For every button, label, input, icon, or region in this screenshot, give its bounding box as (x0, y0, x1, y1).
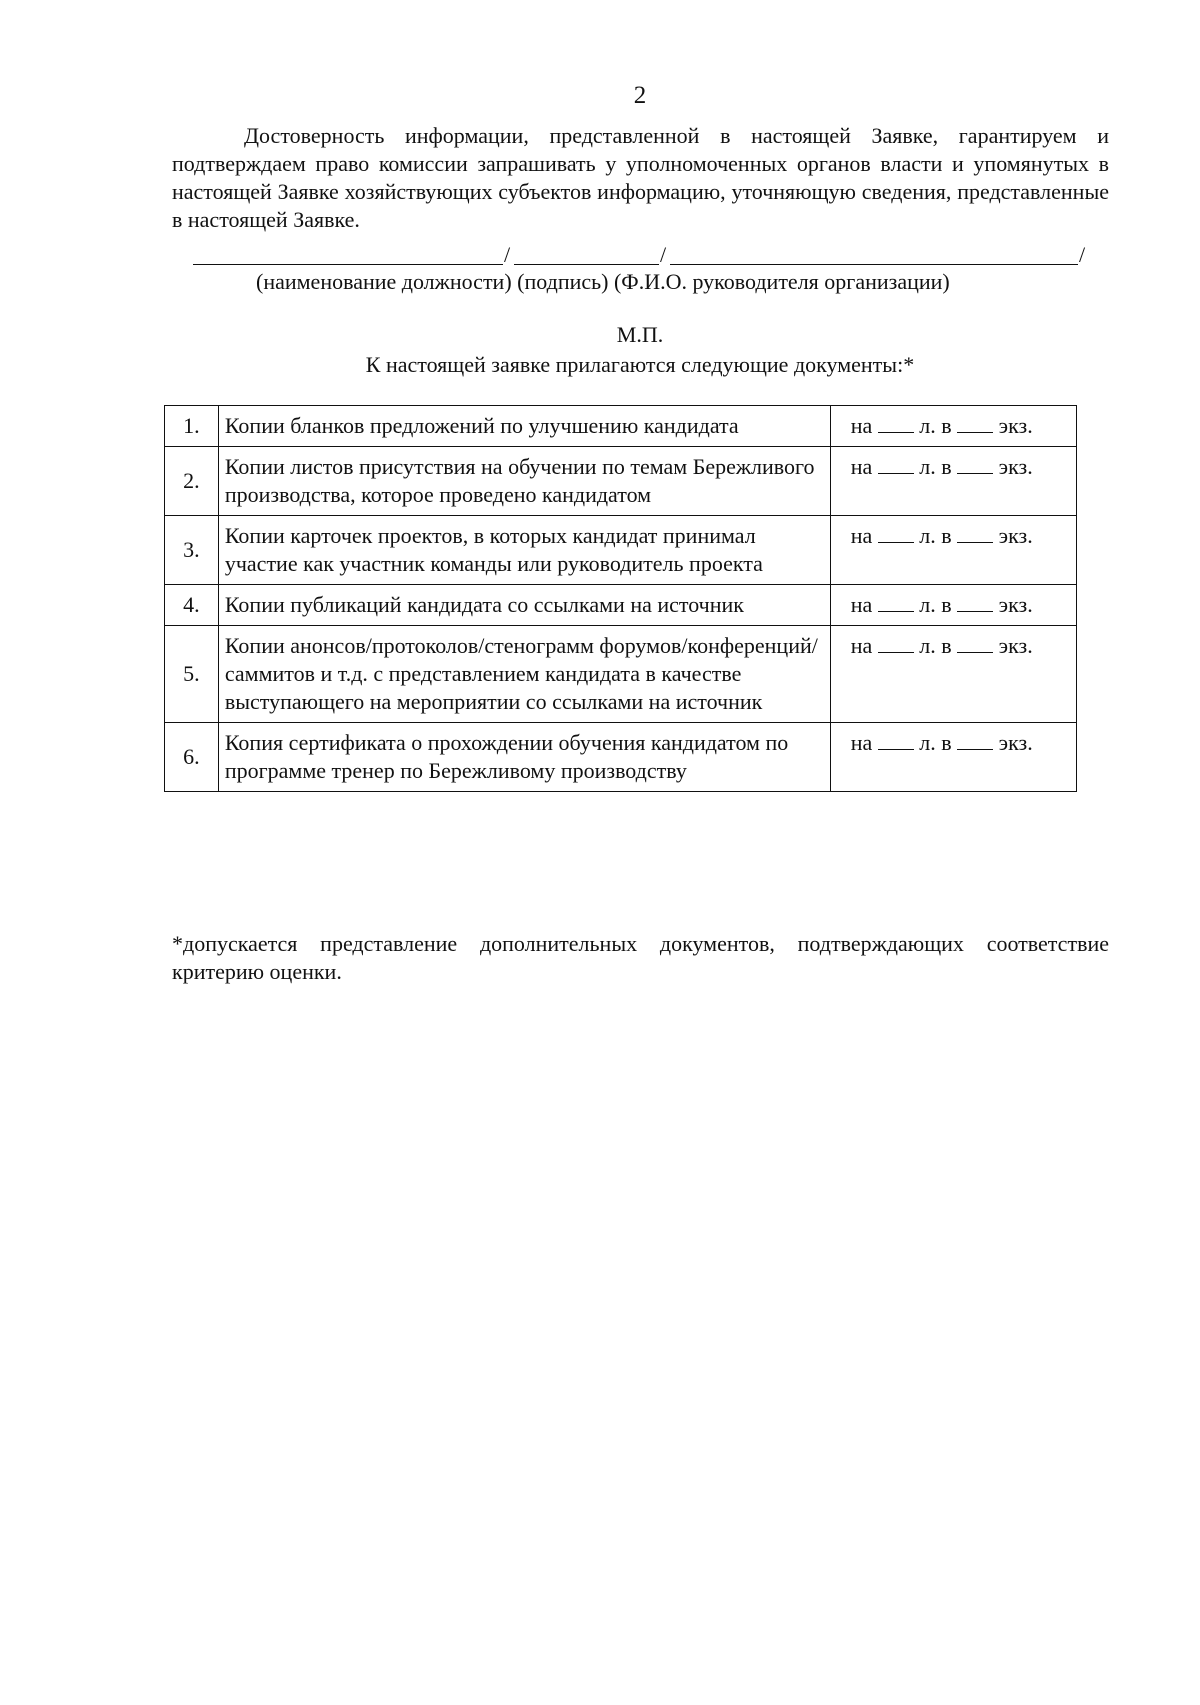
table-row (165, 406, 1077, 447)
copies-count-blank (957, 731, 993, 750)
copies-label: экз. (998, 413, 1033, 438)
document-description: Копии листов присутствия на обучении по темам Бережливого производства, которое проведено кандидатом (218, 447, 830, 516)
stamp-label: М.П. (616, 322, 664, 347)
quantity-on-label: на (850, 592, 873, 617)
quantity-on-label: на (850, 730, 873, 755)
table-row (165, 626, 1077, 723)
statement-paragraph: Достоверность информации, представленной в настоящей Заявке, гарантируем и подтверждаем право комиссии запрашивать у уполномоченных органов власти и упомянутых в настоящей Заявке хозяйствующих субъектов информацию, уточняющую сведения, представленные в настоящей Заявке. (172, 123, 1109, 232)
quantity-on-label: на (850, 454, 873, 479)
full-name-line (670, 264, 1078, 265)
document-description: Копия сертификата о прохождении обучения кандидатом по программе тренер по Бережливому производству (218, 723, 830, 792)
signature-line (514, 264, 659, 265)
quantity-on-label: на (850, 633, 873, 658)
quantity-cell (830, 447, 1076, 516)
document-description: Копии анонсов/протоколов/стенограмм форумов/конференций/саммитов и т.д. с представлением кандидата в качестве выступающего на мероприятии со ссылками на источник (218, 626, 830, 723)
separator-slash: / (660, 242, 667, 267)
copies-label: экз. (998, 454, 1033, 479)
separator-slash: / (504, 242, 511, 267)
position-line (193, 264, 503, 265)
sheets-label: л. в (919, 454, 952, 479)
page-number: 2 (633, 82, 647, 109)
sheets-count-blank (878, 455, 914, 474)
sheets-count-blank (878, 634, 914, 653)
sheets-count-blank (878, 593, 914, 612)
table-row (165, 447, 1077, 516)
footnote: *допускается представление дополнительных документов, подтверждающих соответствие критерию оценки. (172, 931, 1109, 984)
quantity-on-label: на (850, 523, 873, 548)
copies-count-blank (957, 634, 993, 653)
copies-label: экз. (998, 523, 1033, 548)
copies-label: экз. (998, 592, 1033, 617)
sheets-count-blank (878, 414, 914, 433)
attachments-heading: К настоящей заявке прилагаются следующие документы:* (365, 352, 915, 377)
row-number: 3. (165, 516, 219, 585)
document-description: Копии карточек проектов, в которых кандидат принимал участие как участник команды или руководитель проекта (218, 516, 830, 585)
sheets-count-blank (878, 731, 914, 750)
separator-slash: / (1079, 242, 1086, 267)
sheets-count-blank (878, 524, 914, 543)
document-description: Копии публикаций кандидата со ссылками на источник (218, 585, 830, 626)
quantity-on-label: на (850, 413, 873, 438)
table-row (165, 516, 1077, 585)
quantity-cell (830, 585, 1076, 626)
quantity-cell (830, 723, 1076, 792)
table-row (165, 723, 1077, 792)
quantity-cell (830, 406, 1076, 447)
quantity-cell (830, 626, 1076, 723)
row-number: 1. (165, 406, 219, 447)
copies-label: экз. (998, 633, 1033, 658)
sheets-label: л. в (919, 413, 952, 438)
sheets-label: л. в (919, 523, 952, 548)
quantity-cell (830, 516, 1076, 585)
copies-count-blank (957, 455, 993, 474)
copies-count-blank (957, 593, 993, 612)
copies-count-blank (957, 524, 993, 543)
row-number: 5. (165, 626, 219, 723)
sheets-label: л. в (919, 633, 952, 658)
table-row (165, 585, 1077, 626)
signature-lines (193, 240, 1093, 268)
document-description: Копии бланков предложений по улучшению кандидата (218, 406, 830, 447)
signature-caption: (наименование должности) (подпись) (Ф.И.О. руководителя организации) (256, 269, 950, 294)
row-number: 6. (165, 723, 219, 792)
copies-count-blank (957, 414, 993, 433)
sheets-label: л. в (919, 592, 952, 617)
row-number: 2. (165, 447, 219, 516)
documents-table (164, 405, 1077, 792)
copies-label: экз. (998, 730, 1033, 755)
row-number: 4. (165, 585, 219, 626)
sheets-label: л. в (919, 730, 952, 755)
